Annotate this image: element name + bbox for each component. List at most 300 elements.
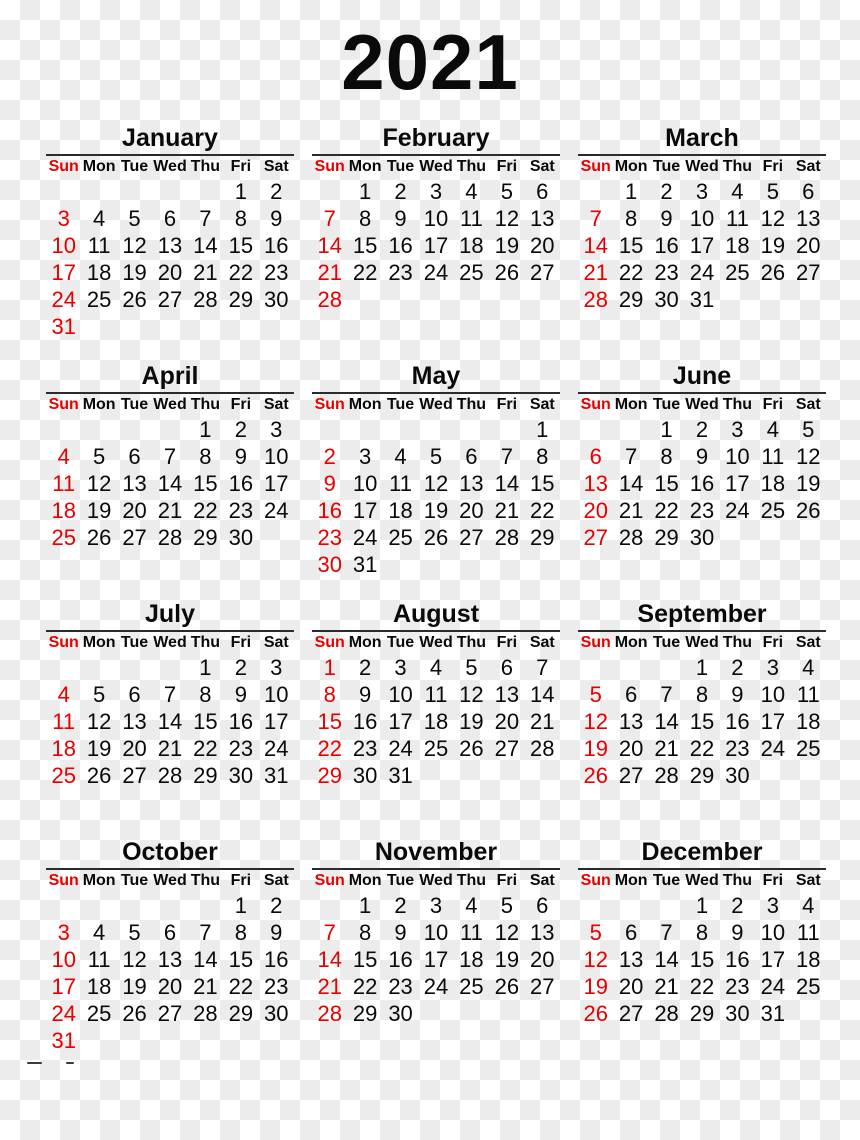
week-row [46, 497, 294, 524]
date-cell: 23 [317, 524, 342, 550]
date-cell: 10 [264, 681, 289, 707]
date-cell: 26 [86, 762, 112, 788]
weekday-header: Wed [419, 634, 453, 651]
date-cell: 12 [86, 708, 112, 734]
date-cell: 17 [760, 708, 786, 734]
date-cell: 25 [459, 973, 484, 999]
date-cell: 24 [264, 497, 289, 523]
date-cell: 4 [802, 892, 815, 918]
week-row [578, 892, 826, 919]
date-cell: 8 [536, 443, 549, 469]
date-cell: 28 [317, 1000, 342, 1026]
date-cell: 6 [802, 178, 815, 204]
weekday-header-row [46, 870, 294, 892]
date-cell: 8 [625, 205, 638, 231]
week-row [312, 708, 560, 735]
weekday-header: Sun [314, 396, 345, 413]
empty-cell [489, 762, 524, 789]
date-cell: 4 [731, 178, 744, 204]
date-cell: 15 [689, 708, 715, 734]
date-cell: 5 [429, 443, 443, 469]
date-cell: 27 [796, 259, 821, 285]
week-row [312, 443, 560, 470]
date-cell: 25 [388, 524, 413, 550]
date-cell: 19 [122, 259, 147, 285]
date-cell: 20 [530, 946, 555, 972]
date-cell: 19 [494, 946, 520, 972]
date-cell: 15 [228, 946, 254, 972]
date-cell: 28 [157, 762, 183, 788]
date-cell: 5 [589, 919, 602, 945]
date-cell: 12 [494, 205, 520, 231]
date-cell: 11 [87, 946, 111, 972]
weekday-header: Wed [685, 634, 719, 651]
week-row [46, 1000, 294, 1027]
weekday-header-row [578, 394, 826, 416]
month-weeks [578, 416, 826, 551]
date-cell: 22 [228, 259, 254, 285]
date-cell: 5 [128, 919, 141, 945]
date-cell: 6 [625, 681, 638, 707]
date-cell: 2 [270, 892, 283, 918]
empty-cell [791, 286, 826, 313]
date-cell: 28 [193, 1000, 218, 1026]
empty-cell [81, 178, 116, 205]
date-cell: 31 [51, 313, 76, 339]
date-cell: 9 [323, 470, 336, 496]
date-cell: 12 [86, 470, 112, 496]
month-table [46, 632, 294, 789]
date-cell: 23 [388, 259, 413, 285]
date-cell: 9 [695, 443, 709, 469]
date-cell: 4 [394, 443, 407, 469]
empty-cell [755, 524, 790, 551]
date-cell: 20 [459, 497, 484, 523]
date-cell: 26 [583, 762, 608, 788]
weekday-header: Wed [153, 396, 187, 413]
date-cell: 28 [583, 286, 608, 312]
date-cell: 28 [317, 286, 342, 312]
date-cell: 3 [766, 654, 779, 680]
empty-cell [188, 178, 223, 205]
date-cell: 28 [494, 524, 520, 550]
date-cell: 17 [760, 946, 786, 972]
month-table [578, 156, 826, 313]
weekday-header: Thu [722, 634, 753, 651]
empty-cell [525, 1000, 560, 1027]
date-cell: 24 [51, 1000, 76, 1026]
date-cell: 25 [725, 259, 750, 285]
date-cell: 10 [51, 232, 76, 258]
month-table [46, 394, 294, 551]
date-cell: 23 [654, 259, 679, 285]
empty-cell [454, 286, 489, 313]
date-cell: 22 [193, 497, 218, 523]
month-name: February [382, 124, 490, 152]
date-cell: 28 [654, 762, 679, 788]
weekday-header: Tue [652, 158, 681, 175]
date-cell: 1 [323, 654, 336, 680]
date-cell: 31 [388, 762, 413, 788]
empty-cell [489, 286, 524, 313]
month-table [578, 870, 826, 1027]
date-cell: 19 [583, 973, 608, 999]
month-block [46, 836, 294, 1074]
date-cell: 24 [423, 259, 449, 285]
week-row [46, 735, 294, 762]
date-cell: 15 [530, 470, 555, 496]
date-cell: 19 [494, 232, 520, 258]
date-cell: 6 [625, 919, 638, 945]
weekday-header: Fri [230, 634, 252, 651]
date-cell: 6 [128, 443, 141, 469]
date-cell: 6 [163, 205, 177, 231]
date-cell: 2 [660, 178, 673, 204]
date-cell: 12 [122, 232, 147, 258]
date-cell: 22 [689, 735, 715, 761]
weekday-header: Mon [82, 158, 116, 175]
date-cell: 6 [589, 443, 602, 469]
date-cell: 25 [51, 762, 76, 788]
date-cell: 4 [465, 178, 478, 204]
date-cell: 13 [530, 205, 555, 231]
week-row [578, 259, 826, 286]
date-cell: 11 [725, 205, 749, 231]
weekday-header: Fri [762, 634, 784, 651]
date-cell: 7 [323, 205, 336, 231]
week-row [578, 1000, 826, 1027]
weekday-header: Tue [120, 158, 149, 175]
week-row [312, 1000, 560, 1027]
date-cell: 16 [228, 470, 254, 496]
date-cell: 12 [796, 443, 821, 469]
week-row [312, 497, 560, 524]
empty-cell [489, 551, 524, 578]
month-weeks [46, 416, 294, 551]
empty-cell [152, 178, 187, 205]
month-weeks [578, 178, 826, 313]
month-name: April [141, 362, 199, 390]
date-cell: 2 [234, 654, 247, 680]
date-cell: 4 [802, 654, 815, 680]
empty-cell [152, 892, 187, 919]
weekday-header: Tue [120, 634, 149, 651]
date-cell: 20 [122, 735, 147, 761]
date-cell: 27 [618, 762, 644, 788]
date-cell: 21 [618, 497, 644, 523]
week-row [312, 973, 560, 1000]
weekday-header: Tue [120, 396, 149, 413]
empty-cell [418, 1000, 453, 1027]
date-cell: 30 [228, 762, 254, 788]
date-cell: 16 [352, 708, 378, 734]
date-cell: 22 [689, 973, 715, 999]
week-row [578, 654, 826, 681]
date-cell: 24 [760, 735, 786, 761]
empty-cell [117, 416, 152, 443]
date-cell: 13 [157, 232, 183, 258]
date-cell: 21 [157, 735, 183, 761]
weekday-header: Mon [348, 396, 382, 413]
weekday-header: Thu [190, 396, 221, 413]
date-cell: 16 [264, 946, 289, 972]
date-cell: 4 [57, 443, 70, 469]
date-cell: 11 [459, 205, 483, 231]
date-cell: 7 [500, 443, 513, 469]
date-cell: 15 [654, 470, 679, 496]
date-cell: 3 [766, 892, 779, 918]
month-name: May [411, 362, 461, 390]
weekday-header: Fri [762, 872, 784, 889]
date-cell: 16 [725, 946, 750, 972]
week-row [312, 735, 560, 762]
empty-cell [152, 654, 187, 681]
date-cell: 29 [689, 762, 715, 788]
date-cell: 25 [796, 735, 821, 761]
date-cell: 16 [317, 497, 342, 523]
empty-cell [188, 1027, 223, 1054]
empty-cell [525, 551, 560, 578]
date-cell: 6 [128, 681, 141, 707]
months-grid [46, 122, 860, 1074]
date-cell: 18 [459, 946, 484, 972]
month-block [46, 598, 294, 836]
date-cell: 5 [128, 205, 141, 231]
date-cell: 20 [796, 232, 821, 258]
empty-cell [613, 416, 648, 443]
week-row [312, 654, 560, 681]
empty-cell [117, 654, 152, 681]
month-weeks [312, 416, 560, 578]
date-cell: 10 [760, 919, 786, 945]
date-cell: 27 [122, 762, 147, 788]
month-weeks [312, 178, 560, 313]
empty-cell [578, 892, 613, 919]
empty-cell [383, 551, 418, 578]
empty-cell [613, 892, 648, 919]
date-cell: 29 [689, 1000, 715, 1026]
date-cell: 12 [583, 708, 608, 734]
date-cell: 3 [695, 178, 709, 204]
date-cell: 3 [57, 205, 70, 231]
date-cell: 8 [199, 443, 212, 469]
weekday-header: Fri [496, 872, 518, 889]
date-cell: 7 [163, 681, 177, 707]
weekday-header: Mon [614, 396, 648, 413]
date-cell: 5 [93, 443, 106, 469]
month-name: December [641, 838, 763, 866]
weekday-header: Wed [153, 634, 187, 651]
weekday-header: Sat [263, 872, 289, 889]
date-cell: 10 [725, 443, 750, 469]
date-cell: 4 [93, 919, 106, 945]
weekday-header: Sat [263, 634, 289, 651]
date-cell: 5 [766, 178, 779, 204]
week-row [46, 259, 294, 286]
weekday-header: Mon [348, 158, 382, 175]
date-cell: 13 [796, 205, 821, 231]
week-row [578, 443, 826, 470]
date-cell: 18 [86, 259, 112, 285]
date-cell: 27 [459, 524, 484, 550]
date-cell: 10 [352, 470, 378, 496]
weekday-header: Fri [230, 396, 252, 413]
date-cell: 18 [86, 973, 112, 999]
empty-cell [117, 892, 152, 919]
date-cell: 22 [618, 259, 644, 285]
date-cell: 20 [122, 497, 147, 523]
date-cell: 6 [536, 178, 549, 204]
date-cell: 3 [359, 443, 372, 469]
date-cell: 11 [796, 919, 820, 945]
date-cell: 25 [86, 286, 112, 312]
month-block [312, 360, 560, 598]
empty-cell [383, 286, 418, 313]
empty-cell [46, 178, 81, 205]
date-cell: 2 [695, 416, 709, 442]
date-cell: 15 [618, 232, 644, 258]
date-cell: 18 [423, 708, 449, 734]
date-cell: 7 [660, 681, 673, 707]
date-cell: 9 [394, 919, 407, 945]
empty-cell [152, 416, 187, 443]
week-row [312, 286, 560, 313]
weekday-header: Mon [82, 396, 116, 413]
weekday-header: Tue [652, 634, 681, 651]
empty-cell [259, 524, 294, 551]
weekday-header: Sun [48, 158, 79, 175]
date-cell: 9 [731, 681, 744, 707]
date-cell: 17 [423, 946, 449, 972]
date-cell: 15 [193, 470, 218, 496]
date-cell: 26 [494, 973, 520, 999]
date-cell: 21 [317, 973, 342, 999]
date-cell: 2 [323, 443, 336, 469]
date-cell: 13 [494, 681, 520, 707]
weekday-header: Fri [762, 396, 784, 413]
month-weeks [578, 654, 826, 789]
date-cell: 13 [583, 470, 608, 496]
empty-cell [489, 416, 524, 443]
month-table [312, 394, 560, 578]
month-weeks [46, 178, 294, 340]
date-cell: 23 [264, 259, 289, 285]
date-cell: 4 [465, 892, 478, 918]
date-cell: 30 [317, 551, 342, 577]
date-cell: 16 [264, 232, 289, 258]
date-cell: 10 [388, 681, 413, 707]
date-cell: 13 [618, 946, 644, 972]
date-cell: 30 [654, 286, 679, 312]
month-table [312, 632, 560, 789]
empty-cell [117, 1027, 152, 1054]
date-cell: 5 [93, 681, 106, 707]
date-cell: 30 [689, 524, 715, 550]
weekday-header: Thu [190, 872, 221, 889]
date-cell: 31 [689, 286, 715, 312]
date-cell: 21 [654, 973, 679, 999]
weekday-header: Sun [48, 396, 79, 413]
cropped-text-artifact [27, 1062, 75, 1066]
date-cell: 13 [122, 470, 147, 496]
weekday-header: Sun [48, 634, 79, 651]
week-row [46, 919, 294, 946]
date-cell: 20 [618, 735, 644, 761]
date-cell: 6 [536, 892, 549, 918]
date-cell: 28 [530, 735, 555, 761]
date-cell: 13 [157, 946, 183, 972]
date-cell: 30 [725, 1000, 750, 1026]
date-cell: 2 [270, 178, 283, 204]
week-row [312, 762, 560, 789]
date-cell: 16 [228, 708, 254, 734]
week-row [578, 524, 826, 551]
date-cell: 1 [660, 416, 673, 442]
date-cell: 14 [193, 946, 218, 972]
empty-cell [152, 1027, 187, 1054]
date-cell: 14 [583, 232, 608, 258]
empty-cell [46, 416, 81, 443]
date-cell: 6 [500, 654, 513, 680]
date-cell: 29 [530, 524, 555, 550]
date-cell: 1 [536, 416, 549, 442]
date-cell: 11 [52, 470, 76, 496]
date-cell: 4 [429, 654, 443, 680]
date-cell: 13 [459, 470, 484, 496]
date-cell: 17 [51, 259, 76, 285]
week-row [578, 708, 826, 735]
week-row [578, 416, 826, 443]
empty-cell [454, 551, 489, 578]
weekday-header: Sun [580, 158, 611, 175]
weekday-header: Sat [529, 872, 555, 889]
date-cell: 28 [193, 286, 218, 312]
empty-cell [81, 892, 116, 919]
weekday-header: Mon [614, 634, 648, 651]
date-cell: 20 [157, 973, 183, 999]
date-cell: 9 [359, 681, 372, 707]
weekday-header: Tue [652, 872, 681, 889]
date-cell: 27 [618, 1000, 644, 1026]
week-row [46, 973, 294, 1000]
week-row [578, 205, 826, 232]
date-cell: 7 [199, 919, 212, 945]
date-cell: 11 [52, 708, 76, 734]
empty-cell [755, 762, 790, 789]
date-cell: 11 [389, 470, 412, 496]
date-cell: 4 [766, 416, 779, 442]
date-cell: 1 [625, 178, 638, 204]
date-cell: 18 [796, 708, 821, 734]
weekday-header: Wed [153, 872, 187, 889]
date-cell: 12 [583, 946, 608, 972]
date-cell: 30 [725, 762, 750, 788]
date-cell: 26 [423, 524, 449, 550]
date-cell: 29 [228, 286, 254, 312]
empty-cell [525, 762, 560, 789]
date-cell: 23 [228, 497, 254, 523]
weekday-header: Mon [348, 872, 382, 889]
week-row [46, 681, 294, 708]
date-cell: 31 [51, 1027, 76, 1053]
weekday-header: Thu [190, 634, 221, 651]
empty-cell [613, 654, 648, 681]
weekday-header: Thu [456, 396, 487, 413]
date-cell: 16 [689, 470, 715, 496]
weekday-header: Wed [685, 872, 719, 889]
date-cell: 9 [660, 205, 673, 231]
weekday-header: Sun [314, 872, 345, 889]
